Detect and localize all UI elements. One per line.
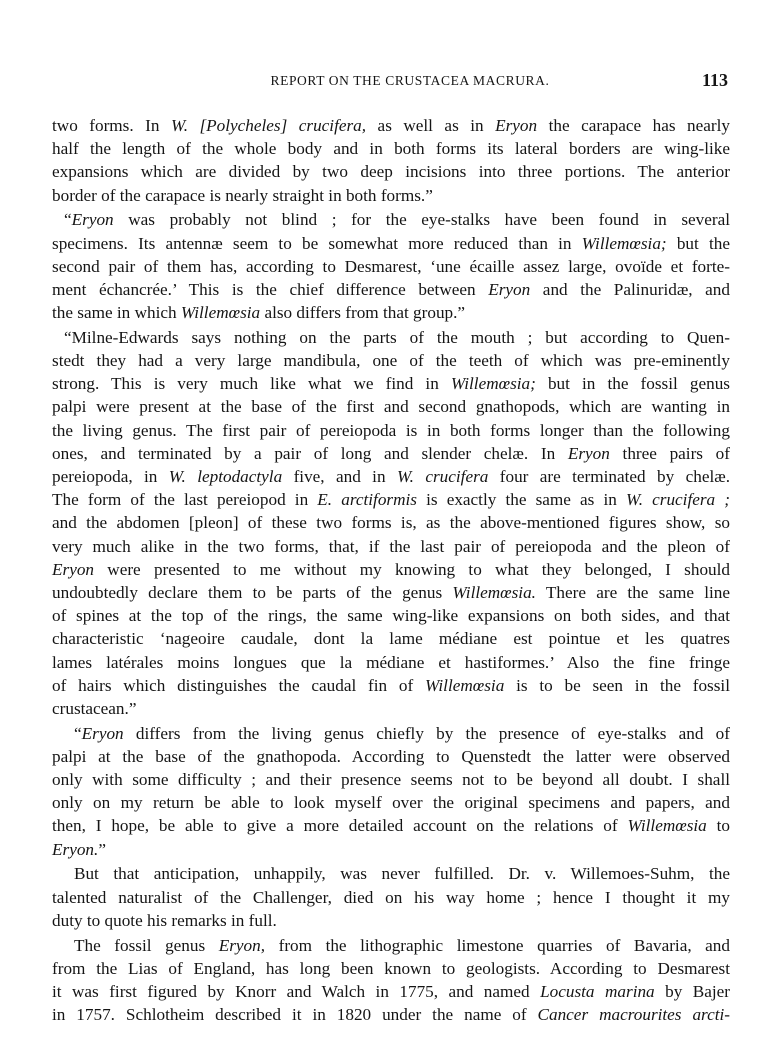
text-segment: it was first figured by Knorr and Walch in 1775, and named — [52, 981, 541, 1001]
text-segment: But that anticipation, unhappily, was never fulfilled. Dr. v. Willemoes-Suhm, the — [74, 864, 730, 884]
text-segment: There are the same line — [535, 582, 730, 602]
text-line — [52, 838, 730, 861]
text-line — [52, 558, 730, 581]
text-segment: only with some difficulty ; and their presence seems not to be beyond all doubt. I shall — [52, 770, 730, 790]
text-segment: ” — [98, 839, 106, 859]
text-line — [52, 1003, 730, 1026]
text-line — [52, 814, 730, 837]
italic-text: Eryon — [488, 279, 531, 299]
text-segment: as well as in — [366, 116, 496, 135]
text-segment: strong. This is very much like what we find in — [52, 374, 451, 394]
italic-text: W. [Polycheles] crucifera, — [170, 116, 367, 135]
text-line — [52, 208, 730, 231]
text-segment: of spines at the top of the rings, the same wing-like expansions on both sides, and that — [52, 606, 730, 626]
text-segment: five, and in — [282, 467, 397, 486]
page-header — [52, 70, 728, 92]
text-line — [52, 255, 730, 278]
italic-text: Willemœsia — [627, 816, 707, 836]
text-segment: pereiopoda, in — [52, 467, 169, 486]
page-number: 113 — [701, 70, 728, 90]
text-segment: The fossil genus — [74, 935, 219, 955]
text-line — [52, 581, 730, 604]
italic-text: W. leptodactyla — [168, 467, 283, 486]
text-segment: palpi at the base of the gnathopoda. According to Quenstedt the latter were observed — [52, 746, 730, 766]
paragraph — [52, 722, 730, 861]
text-line — [52, 326, 730, 349]
text-segment: The form of the last pereiopod in — [52, 490, 318, 510]
paragraph — [52, 934, 730, 1027]
italic-text: E. arctiformis — [317, 490, 417, 510]
text-line — [52, 980, 730, 1003]
text-segment: from the lithographic limestone quarries of Bavaria, and — [265, 935, 730, 955]
text-segment: in 1757. Schlotheim described it in 1820 under the name of — [52, 1005, 538, 1025]
italic-text: Eryon — [52, 559, 95, 579]
text-line — [52, 697, 730, 720]
italic-text: W. crucifera — [396, 467, 489, 486]
text-segment: ones, and terminated by a pair of long and slender chelæ. In — [52, 443, 568, 463]
paragraph — [52, 862, 730, 932]
text-segment: border of the carapace is nearly straight in both forms.” — [52, 185, 433, 205]
text-line — [52, 349, 730, 372]
text-segment: “ — [64, 210, 72, 230]
text-segment: crustacean.” — [52, 698, 137, 718]
text-segment: by Bajer — [654, 981, 730, 1001]
italic-text: Cancer macrourites arcti- — [537, 1005, 730, 1025]
text-segment: very much alike in the two forms, that, if the last pair of pereiopoda and the pleon of — [52, 536, 730, 556]
text-line — [52, 862, 730, 885]
text-line — [52, 535, 730, 558]
text-line — [52, 651, 730, 674]
italic-text: Willemœsia; — [581, 233, 667, 253]
italic-text: Eryon — [81, 723, 124, 743]
text-segment: “ — [74, 723, 82, 743]
text-segment: but the — [666, 233, 730, 253]
text-segment: then, I hope, be able to give a more detailed account on the relations of — [52, 816, 628, 836]
text-segment: duty to quote his remarks in full. — [52, 910, 277, 930]
text-line — [52, 934, 730, 957]
text-segment: is exactly the same as in — [416, 490, 626, 510]
text-segment: characteristic ‘nageoire caudale, dont la lame médiane est pointue et les quatres — [52, 629, 730, 649]
text-line — [52, 886, 730, 909]
text-segment: second pair of them has, according to Desmarest, ‘une écaille assez large, ovoïde et forte- — [52, 256, 730, 276]
text-segment: expansions which are divided by two deep incisions into three portions. The anterior — [52, 162, 730, 182]
text-line — [52, 372, 730, 395]
text-line — [52, 184, 730, 207]
text-line — [52, 137, 730, 160]
italic-text: Locusta marina — [540, 981, 655, 1001]
text-line — [52, 278, 730, 301]
italic-text: Eryon. — [52, 839, 99, 859]
text-line — [52, 604, 730, 627]
text-segment: and the abdomen [pleon] of these two forms is, as the above-mentioned figures show, so — [52, 513, 730, 533]
text-segment: of hairs which distinguishes the caudal fin of — [52, 675, 426, 695]
italic-text: W. crucifera ; — [625, 490, 730, 510]
italic-text: Willemœsia; — [450, 374, 536, 394]
italic-text: Eryon, — [218, 935, 266, 955]
text-segment: “Milne-Edwards says nothing on the parts of the mouth ; but according to Quen- — [64, 327, 730, 347]
text-segment: to — [706, 816, 730, 836]
text-segment: from the Lias of England, has long been known to geologists. According to Desmarest — [52, 958, 730, 978]
text-line — [52, 465, 730, 488]
text-segment: only on my return be able to look myself over the original specimens and papers, and — [52, 793, 730, 813]
text-segment: and the Palinuridæ, and — [530, 279, 730, 299]
text-line — [52, 768, 730, 791]
text-segment: specimens. Its antennæ seem to be somewhat more reduced than in — [52, 233, 582, 253]
text-line — [52, 395, 730, 418]
paragraph — [52, 326, 730, 720]
italic-text: Eryon — [71, 210, 114, 230]
body-text — [52, 114, 730, 1028]
text-segment: but in the fossil genus — [535, 374, 730, 394]
text-line — [52, 442, 730, 465]
text-line — [52, 957, 730, 980]
text-segment: half the length of the whole body and in both forms its lateral borders are wing-like — [52, 139, 730, 159]
text-segment: stedt they had a very large mandibula, one of the teeth of which was pre-eminently — [52, 351, 730, 371]
paragraph — [52, 114, 730, 207]
text-line — [52, 722, 730, 745]
text-line — [52, 301, 730, 324]
text-segment: talented naturalist of the Challenger, died on his way home ; hence I thought it my — [52, 887, 730, 907]
italic-text: Willemœsia — [180, 303, 261, 323]
text-segment: the living genus. The first pair of pereiopoda is in both forms longer than the following — [52, 420, 730, 440]
text-line — [52, 909, 730, 932]
text-segment: palpi were present at the base of the first and second gnathopods, which are wanting in — [52, 397, 730, 417]
running-title: REPORT ON THE CRUSTACEA MACRURA. — [270, 73, 550, 88]
paragraph — [52, 208, 730, 324]
text-line — [52, 511, 730, 534]
italic-text: Eryon — [567, 443, 610, 463]
text-segment: ment échancrée.’ This is the chief difference between — [52, 279, 489, 299]
text-segment: two forms. In — [52, 116, 171, 135]
text-line — [52, 745, 730, 768]
text-segment: four are terminated by chelæ. — [488, 467, 730, 486]
text-segment: the carapace has nearly — [537, 116, 730, 135]
text-segment: the same in which — [52, 303, 181, 323]
text-segment: is to be seen in the fossil — [504, 675, 730, 695]
text-segment: undoubtedly declare them to be parts of the genus — [52, 582, 453, 602]
text-line — [52, 160, 730, 183]
italic-text: Willemœsia. — [452, 582, 536, 602]
text-segment: differs from the living genus chiefly by the presence of eye-stalks and of — [123, 723, 730, 743]
italic-text: Eryon — [495, 116, 538, 135]
text-segment: were presented to me without my knowing to what they belonged, I should — [94, 559, 730, 579]
italic-text: Willemœsia — [425, 675, 505, 695]
text-line — [52, 791, 730, 814]
text-line — [52, 488, 730, 511]
text-line — [52, 674, 730, 697]
text-segment: also differs from that group.” — [260, 303, 466, 323]
text-line — [52, 232, 730, 255]
text-segment: lames latérales moins longues que la médiane et hastiformes.’ Also the fine fringe — [52, 652, 730, 672]
text-segment: was probably not blind ; for the eye-stalks have been found in several — [113, 210, 730, 230]
text-line — [52, 627, 730, 650]
text-line — [52, 114, 730, 137]
text-line — [52, 419, 730, 442]
text-segment: three pairs of — [609, 443, 730, 463]
